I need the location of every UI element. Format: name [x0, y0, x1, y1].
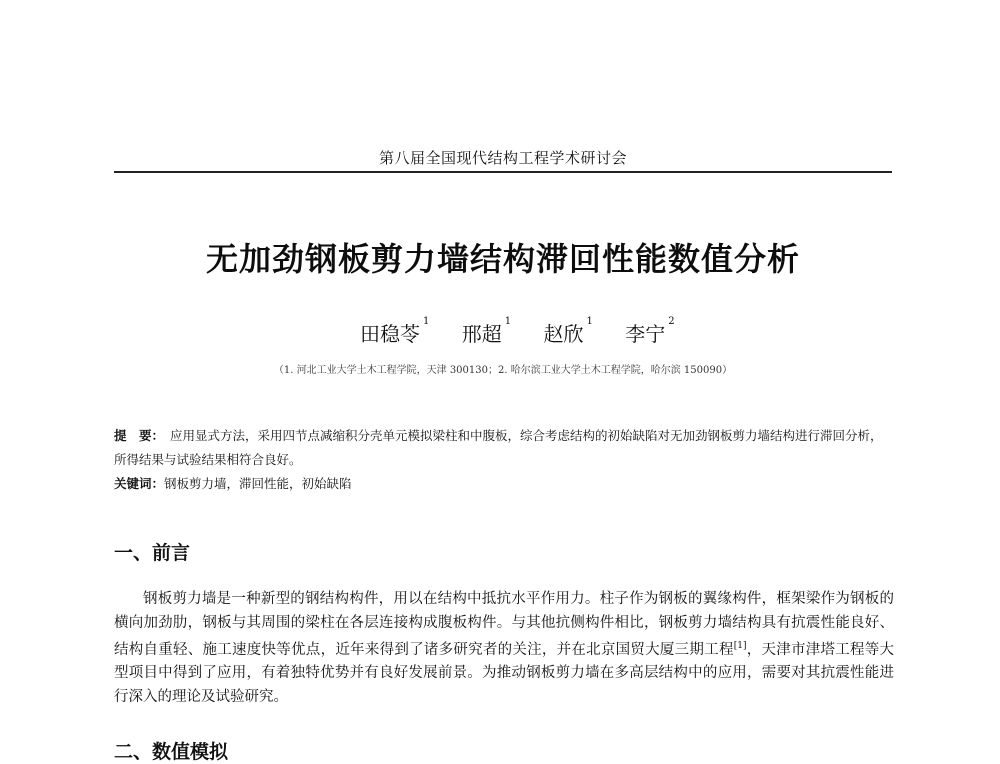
author-list [360, 318, 701, 347]
author: 赵欣$^1$ [543, 316, 593, 346]
section-heading-intro: 一、前言 [114, 542, 191, 564]
conference-header: 第八届全国现代结构工程学术研讨会 [378, 149, 627, 167]
author: 田稳苓$^1$ [360, 316, 430, 346]
keywords-label: 关键词： [114, 476, 165, 491]
intro-paragraph: 钢板剪力墙是一种新型的钢结构构件，用以在结构中抵抗水平作用力。柱子作为钢板的翼缘构件，框架梁作为钢板的横向加劲肋，钢板与其周围的梁柱在各层连接构成腹板构件。与其他抗侧构件相比，钢板剪力墙结构具有抗震性能良好、结构自重轻、施工速度快等优点，近年来得到了诸多研究者的关注，并在北京国贸大厦三期工程[1]，天津市津塔工程等大型项目中得到了应用，有着独特优势并有良好发展前景。为推动钢板剪力墙在多高层结构中的应用，需要对其抗震性能进行深入的理论及试验研究。 [114, 591, 895, 705]
section-heading-numerical: 二、数值模拟 [114, 741, 229, 763]
affiliation: （1. 河北工业大学土木工程学院，天津 300130；2. 哈尔滨工业大学土木工程学院，哈尔滨 150090） [273, 365, 733, 376]
citation: [1] [733, 641, 747, 651]
abstract-label: 提 要： [114, 428, 165, 443]
paper-title: 无加劲钢板剪力墙结构滞回性能数值分析 [205, 240, 800, 278]
abstract [114, 424, 894, 472]
header-rule [114, 171, 892, 173]
abstract-text: 应用显式方法，采用四节点减缩积分壳单元模拟梁柱和中腹板，综合考虑结构的初始缺陷对无加劲钢板剪力墙结构进行滞回分析，所得结果与试验结果相符合良好。 [114, 428, 883, 467]
author: 邢超$^1$ [461, 316, 512, 346]
keywords-text: 钢板剪力墙，滞回性能，初始缺陷 [164, 476, 352, 491]
keywords [114, 474, 894, 492]
author: 李宁$^2$ [625, 316, 675, 346]
